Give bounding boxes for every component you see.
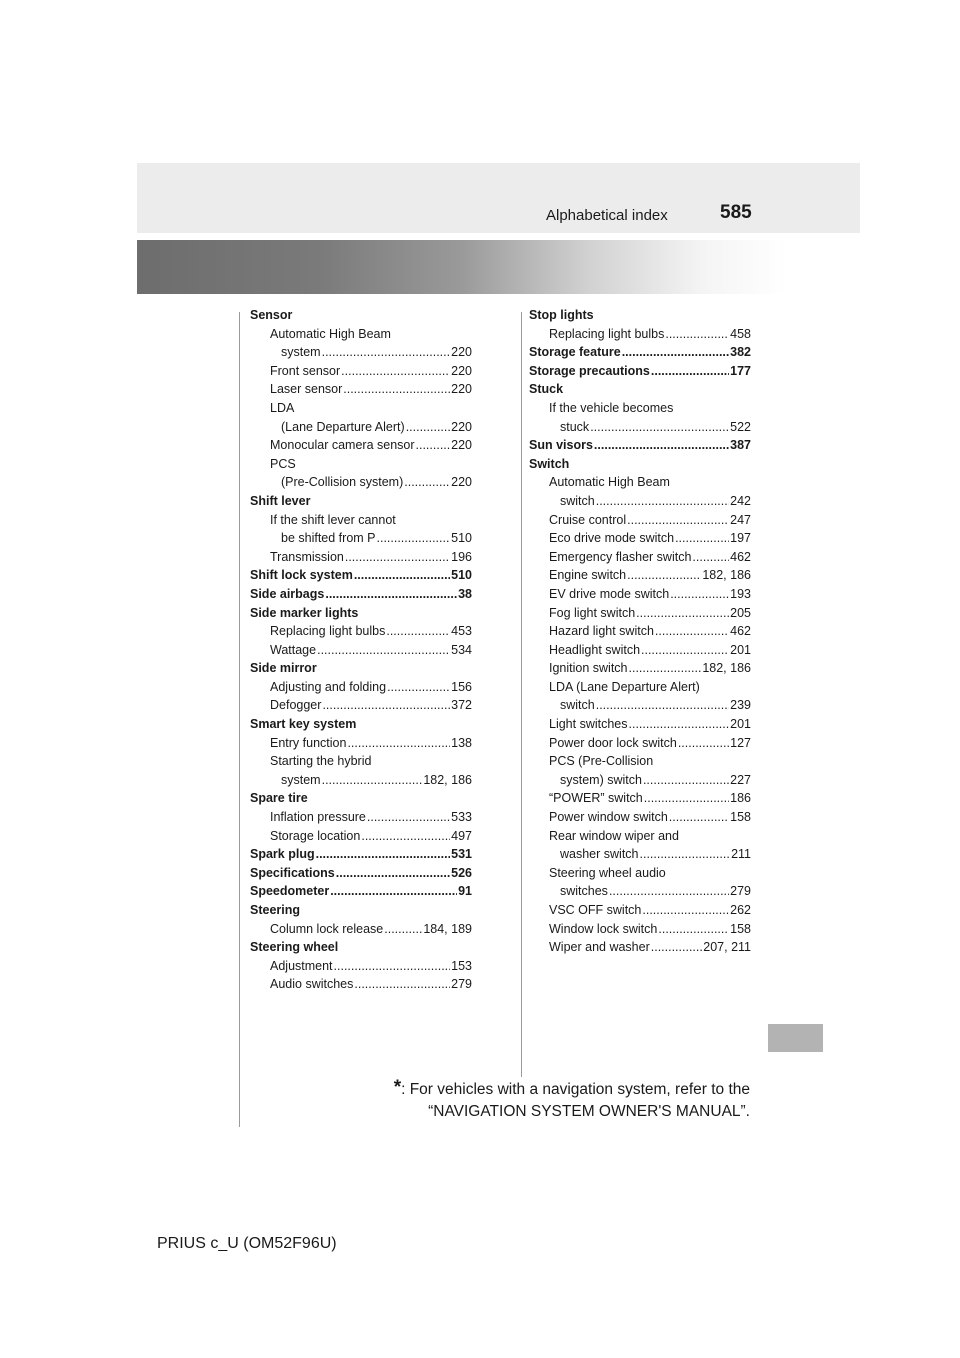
index-entry-label: Light switches — [549, 717, 628, 732]
index-entry — [250, 418, 472, 437]
dot-leader — [629, 659, 702, 678]
index-entry-label: Spark plug — [250, 847, 315, 862]
index-entry — [250, 845, 472, 864]
index-entry-page: 279 — [730, 884, 751, 899]
footnote-asterisk: * — [393, 1077, 402, 1098]
index-entry-page: 182, 186 — [702, 568, 751, 583]
dot-leader — [336, 864, 450, 883]
index-entry — [529, 585, 751, 604]
dot-leader — [644, 789, 729, 808]
index-entry-page: 279 — [451, 977, 472, 992]
index-entry-label: Shift lock system — [250, 568, 353, 583]
dot-leader — [334, 957, 451, 976]
index-entry-page: 510 — [451, 568, 472, 583]
index-entry-page: 227 — [730, 772, 751, 787]
index-entry — [529, 641, 751, 660]
index-entry-page: 197 — [730, 531, 751, 546]
index-entry-label: Rear window wiper and — [549, 828, 679, 843]
index-entry-label: Replacing light bulbs — [549, 326, 665, 341]
index-entry-label: be shifted from P — [281, 531, 376, 546]
index-entry — [529, 882, 751, 901]
index-entry-label: PCS — [270, 456, 296, 471]
index-entry-page: 186 — [730, 791, 751, 806]
index-entry-label: Specifications — [250, 865, 335, 880]
index-entry — [250, 938, 472, 957]
index-entry-page: 220 — [451, 419, 472, 434]
index-entry — [529, 678, 751, 697]
index-entry-page: 522 — [730, 419, 751, 434]
index-entry-label: Starting the hybrid — [270, 754, 372, 769]
index-entry-label: stuck — [560, 419, 590, 434]
index-entry-label: Side mirror — [250, 661, 317, 676]
index-entry-label: Switch — [529, 456, 570, 471]
index-entry-page: 211 — [731, 847, 751, 862]
footnote — [350, 1077, 750, 1123]
index-entry-page: 458 — [730, 326, 751, 341]
index-entry-label: Window lock switch — [549, 921, 658, 936]
index-entry-label: Replacing light bulbs — [270, 624, 386, 639]
index-entry — [250, 325, 472, 344]
index-entry — [529, 920, 751, 939]
index-entry — [250, 901, 472, 920]
index-entry-page: 531 — [451, 847, 472, 862]
index-entry-page: 201 — [730, 717, 751, 732]
index-entry-label: Stuck — [529, 382, 564, 397]
index-entry — [529, 696, 751, 715]
index-entry — [529, 752, 751, 771]
index-entry — [529, 604, 751, 623]
index-entry — [250, 882, 472, 901]
footnote-text-1: : For vehicles with a navigation system, refer to the — [401, 1081, 750, 1098]
index-entry-label: Laser sensor — [270, 382, 343, 397]
index-entry-label: Power door lock switch — [549, 735, 677, 750]
index-entry-label: Wattage — [270, 642, 317, 657]
index-entry-page: 220 — [451, 345, 472, 360]
index-entry-label: Emergency flasher switch — [549, 549, 692, 564]
dot-leader — [627, 566, 701, 585]
index-entry — [250, 566, 472, 585]
index-entry-label: Speedometer — [250, 884, 330, 899]
index-entry-label: Spare tire — [250, 791, 308, 806]
left-margin-rule — [239, 312, 240, 1127]
index-entry — [250, 548, 472, 567]
dot-leader — [594, 436, 729, 455]
index-entry-label: Eco drive mode switch — [549, 531, 675, 546]
index-entry-page: 156 — [451, 679, 472, 694]
dot-leader — [416, 436, 451, 455]
index-entry — [250, 678, 472, 697]
index-entry — [250, 752, 472, 771]
index-entry-page: 196 — [451, 549, 472, 564]
thumb-index-tab — [768, 1024, 823, 1052]
index-entry-label: Fog light switch — [549, 605, 636, 620]
index-entry-label: Automatic High Beam — [549, 475, 670, 490]
dot-leader — [330, 882, 457, 901]
dot-leader — [317, 641, 450, 660]
index-entry-label: Adjusting and folding — [270, 679, 387, 694]
index-entry — [529, 380, 751, 399]
dot-leader — [384, 920, 422, 939]
index-entry-page: 382 — [730, 345, 751, 360]
index-entry-label: If the vehicle becomes — [549, 400, 674, 415]
index-entry-page: 201 — [730, 642, 751, 657]
index-entry-label: Storage location — [270, 828, 361, 843]
index-entry-page: 207, 211 — [703, 940, 751, 955]
index-entry-label: Smart key system — [250, 717, 357, 732]
dot-leader — [651, 362, 729, 381]
index-entry-label: Side marker lights — [250, 605, 359, 620]
index-entry-page: 153 — [451, 958, 472, 973]
index-entry-label: PCS (Pre-Collision — [549, 754, 654, 769]
dot-leader — [377, 529, 451, 548]
index-entry-label: washer switch — [560, 847, 639, 862]
index-entry — [529, 455, 751, 474]
index-entry-page: 510 — [451, 531, 472, 546]
index-entry — [529, 734, 751, 753]
index-entry — [250, 975, 472, 994]
index-entry-label: Entry function — [270, 735, 347, 750]
index-entry-page: 462 — [730, 624, 751, 639]
index-entry — [529, 864, 751, 883]
index-entry — [250, 641, 472, 660]
index-entry — [250, 473, 472, 492]
index-entry-label: Power window switch — [549, 810, 668, 825]
dot-leader — [627, 511, 729, 530]
dot-leader — [643, 771, 729, 790]
index-entry — [250, 604, 472, 623]
index-entry-page: 533 — [451, 810, 472, 825]
dot-leader — [670, 585, 729, 604]
index-entry — [529, 845, 751, 864]
index-entry-label: Transmission — [270, 549, 344, 564]
index-entry-label: Steering wheel — [250, 940, 339, 955]
index-entry-label: VSC OFF switch — [549, 903, 642, 917]
index-entry — [529, 548, 751, 567]
index-entry-label: If the shift lever cannot — [270, 512, 396, 527]
dot-leader — [629, 715, 730, 734]
index-entry — [529, 622, 751, 641]
index-entry-page: 534 — [451, 642, 472, 657]
index-entry — [529, 566, 751, 585]
index-entry-label: Defogger — [270, 698, 322, 713]
index-entry-label: Storage precautions — [529, 363, 650, 378]
index-entry — [250, 622, 472, 641]
dot-leader — [640, 845, 731, 864]
index-entry — [529, 492, 751, 511]
index-entry — [529, 473, 751, 492]
index-entry-label: Adjustment — [270, 958, 333, 973]
index-column-left — [250, 306, 472, 994]
dot-leader — [636, 604, 729, 623]
page-number: 585 — [720, 202, 752, 223]
dot-leader — [386, 622, 450, 641]
dot-leader — [641, 641, 729, 660]
index-entry — [529, 901, 751, 920]
index-entry-page: 372 — [451, 698, 472, 713]
index-entry-page: 138 — [451, 735, 472, 750]
dot-leader — [655, 622, 729, 641]
index-entry — [529, 511, 751, 530]
index-entry-label: Shift lever — [250, 493, 311, 508]
index-entry — [250, 380, 472, 399]
index-entry — [250, 864, 472, 883]
column-divider — [521, 312, 522, 1077]
index-entry-label: LDA — [270, 400, 295, 415]
index-entry — [250, 492, 472, 511]
index-entry-label: Front sensor — [270, 363, 341, 378]
dot-leader — [347, 734, 450, 753]
index-entry-label: Side airbags — [250, 586, 325, 601]
index-entry-page: 239 — [730, 698, 751, 713]
index-entry — [250, 362, 472, 381]
index-entry-page: 91 — [458, 884, 472, 899]
index-entry — [529, 362, 751, 381]
index-entry — [250, 436, 472, 455]
index-entry-label: Hazard light switch — [549, 624, 654, 639]
index-entry-label: Audio switches — [270, 977, 354, 992]
index-entry-label: Stop lights — [529, 308, 594, 322]
dot-leader — [692, 548, 729, 567]
index-entry — [529, 715, 751, 734]
index-entry — [250, 771, 472, 790]
index-entry-page: 177 — [730, 363, 751, 378]
index-entry-label: Steering — [250, 903, 301, 917]
index-entry-page: 462 — [730, 549, 751, 564]
dot-leader — [596, 492, 729, 511]
index-entry-page: 127 — [730, 735, 751, 750]
index-entry-page: 453 — [451, 624, 472, 639]
index-entry-label: EV drive mode switch — [549, 586, 670, 601]
index-entry — [250, 585, 472, 604]
index-entry-label: switch — [560, 698, 595, 713]
index-entry-label: Wiper and washer — [549, 940, 650, 955]
index-entry-page: 497 — [451, 828, 472, 843]
index-entry — [250, 789, 472, 808]
footer-model-code: PRIUS c_U (OM52F96U) — [157, 1235, 337, 1252]
index-entry — [250, 734, 472, 753]
index-entry — [250, 529, 472, 548]
index-entry-label: Headlight switch — [549, 642, 641, 657]
index-entry-page: 262 — [730, 903, 751, 917]
dot-leader — [590, 418, 729, 437]
gradient-banner — [137, 240, 860, 294]
dot-leader — [367, 808, 450, 827]
dot-leader — [322, 343, 451, 362]
index-entry-label: switch — [560, 493, 595, 508]
index-entry — [250, 808, 472, 827]
index-entry — [250, 306, 472, 325]
index-entry-label: Steering wheel audio — [549, 865, 666, 880]
index-entry-page: 182, 186 — [423, 772, 472, 787]
index-column-right — [529, 306, 751, 957]
index-entry-label: switches — [560, 884, 608, 899]
index-entry-label: system — [281, 345, 321, 360]
index-entry-page: 526 — [451, 865, 472, 880]
index-entry — [529, 436, 751, 455]
index-entry — [529, 938, 751, 957]
dot-leader — [669, 808, 729, 827]
index-entry — [529, 306, 751, 325]
index-entry — [529, 827, 751, 846]
index-entry-page: 184, 189 — [423, 921, 472, 936]
index-entry-label: Monocular camera sensor — [270, 438, 415, 453]
footnote-line-2: “NAVIGATION SYSTEM OWNER'S MANUAL”. — [428, 1103, 750, 1120]
index-entry-page: 38 — [458, 586, 472, 601]
index-entry-label: (Pre-Collision system) — [281, 475, 404, 490]
index-entry — [250, 511, 472, 530]
dot-leader — [343, 380, 450, 399]
dot-leader — [345, 548, 450, 567]
dot-leader — [341, 362, 450, 381]
index-entry-label: system — [281, 772, 321, 787]
dot-leader — [596, 696, 729, 715]
index-entry — [250, 827, 472, 846]
index-entry-label: Automatic High Beam — [270, 326, 391, 341]
index-entry-page: 247 — [730, 512, 751, 527]
dot-leader — [622, 343, 729, 362]
index-entry-label: (Lane Departure Alert) — [281, 419, 405, 434]
index-entry — [250, 715, 472, 734]
dot-leader — [678, 734, 729, 753]
index-entry-page: 220 — [451, 438, 472, 453]
dot-leader — [609, 882, 729, 901]
index-entry — [529, 325, 751, 344]
section-title: Alphabetical index — [546, 207, 668, 224]
index-entry — [529, 771, 751, 790]
index-entry — [529, 343, 751, 362]
index-entry-label: Storage feature — [529, 345, 621, 360]
dot-leader — [404, 473, 450, 492]
index-entry-page: 158 — [730, 921, 751, 936]
index-entry — [529, 399, 751, 418]
index-entry — [250, 696, 472, 715]
index-entry-page: 205 — [730, 605, 751, 620]
index-entry — [529, 418, 751, 437]
dot-leader — [361, 827, 450, 846]
dot-leader — [354, 566, 450, 585]
index-entry — [250, 920, 472, 939]
index-entry-page: 193 — [730, 586, 751, 601]
index-entry — [250, 957, 472, 976]
index-entry — [250, 399, 472, 418]
index-entry-label: Ignition switch — [549, 661, 628, 676]
index-entry-label: Sensor — [250, 308, 293, 322]
index-entry-label: Engine switch — [549, 568, 627, 583]
dot-leader — [322, 771, 423, 790]
index-entry — [529, 789, 751, 808]
index-entry-page: 242 — [730, 493, 751, 508]
index-entry-page: 220 — [451, 475, 472, 490]
index-entry-page: 182, 186 — [702, 661, 751, 676]
index-entry-page: 387 — [730, 438, 751, 453]
index-entry-page: 158 — [730, 810, 751, 825]
dot-leader — [658, 920, 729, 939]
dot-leader — [651, 938, 703, 957]
dot-leader — [642, 901, 729, 920]
index-entry-label: Column lock release — [270, 921, 384, 936]
dot-leader — [665, 325, 729, 344]
index-entry-label: “POWER” switch — [549, 791, 643, 806]
index-entry-label: Sun visors — [529, 438, 593, 453]
index-entry — [529, 659, 751, 678]
dot-leader — [387, 678, 450, 697]
dot-leader — [675, 529, 729, 548]
index-entry-label: Cruise control — [549, 512, 627, 527]
index-entry-label: Inflation pressure — [270, 810, 366, 825]
dot-leader — [406, 418, 450, 437]
dot-leader — [325, 585, 457, 604]
index-entry-label: system) switch — [560, 772, 642, 787]
dot-leader — [316, 845, 451, 864]
index-entry-page: 220 — [451, 382, 472, 397]
index-entry — [250, 659, 472, 678]
index-entry — [250, 455, 472, 474]
dot-leader — [322, 696, 450, 715]
index-entry — [250, 343, 472, 362]
index-entry — [529, 529, 751, 548]
footnote-line-1 — [350, 1077, 750, 1101]
index-entry-label: LDA (Lane Departure Alert) — [549, 679, 700, 694]
dot-leader — [354, 975, 450, 994]
index-entry — [529, 808, 751, 827]
index-entry-page: 220 — [451, 363, 472, 378]
